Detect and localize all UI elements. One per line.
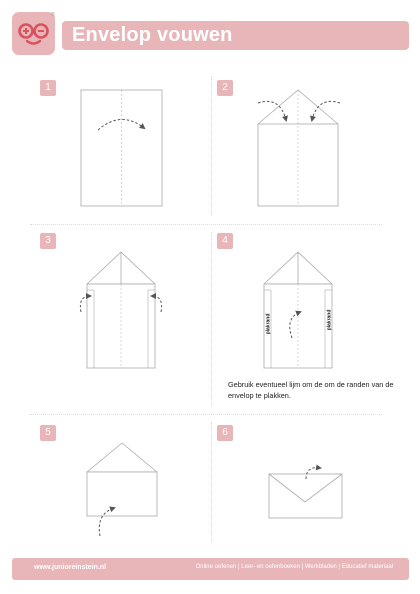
step-6-diagram	[269, 468, 342, 518]
glue-note: Gebruik eventueel lijm om de om de randen van de envelop te plakken.	[228, 380, 394, 400]
footer-links[interactable]: Online oefenen | Leer- en oefenboeken | Werkbladen | Educatief materiaal	[195, 564, 393, 570]
glue-flap-label-right: plakrand	[326, 309, 333, 331]
step-number-1: 1	[40, 80, 56, 96]
step-3-diagram	[80, 252, 161, 368]
step-1-diagram	[81, 90, 162, 206]
step-number-3: 3	[40, 233, 56, 249]
step-5-diagram	[87, 443, 157, 536]
step-2-diagram	[258, 90, 340, 206]
registered-mark: ®	[51, 12, 55, 18]
glue-flap-label-left: plakrand	[265, 313, 272, 335]
step-2-right-arrow-icon	[312, 101, 340, 120]
step-number-2: 2	[217, 80, 233, 96]
step-number-5: 5	[40, 425, 56, 441]
footer-url-link[interactable]: www.junioreinstein.nl	[34, 564, 107, 571]
step-4-diagram	[264, 252, 332, 368]
page-title: Envelop vouwen	[72, 24, 233, 46]
step-number-4: 4	[217, 233, 233, 249]
footer	[12, 558, 409, 580]
step-number-6: 6	[217, 425, 233, 441]
